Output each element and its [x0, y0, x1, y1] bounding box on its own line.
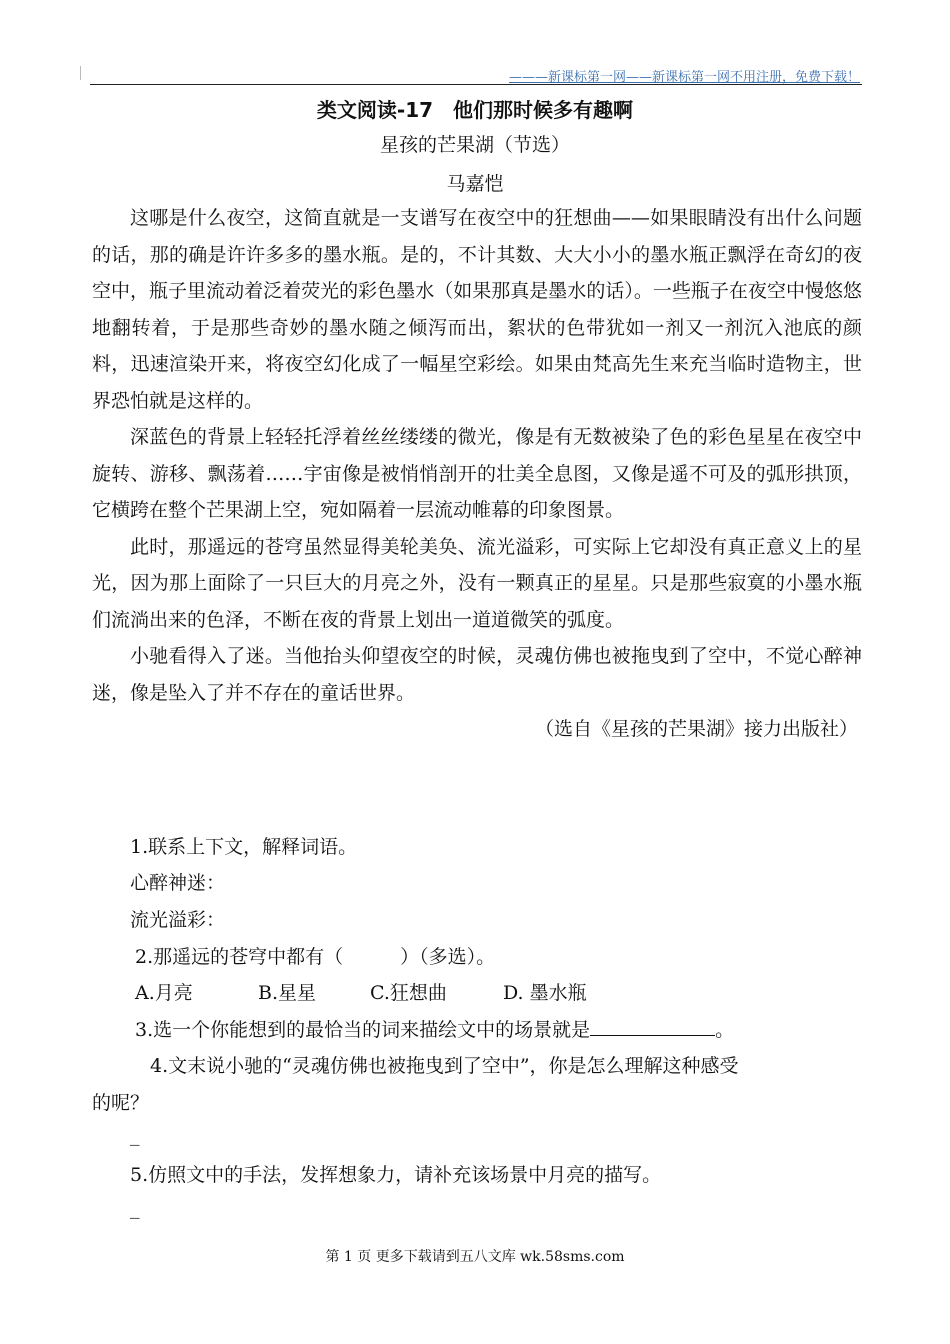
header-link[interactable]: ———新课标第一网——新课标第一网不用注册，免费下载！: [508, 70, 860, 85]
question-4-line-2: 的呢？: [92, 1092, 150, 1114]
answer-blank[interactable]: [590, 1015, 715, 1036]
question-5-answer-line[interactable]: _: [130, 1197, 140, 1219]
paragraph: 小驰看得入了迷。当他抬头仰望夜空的时候，灵魂仿佛也被拖曳到了空中，不觉心醉神迷，像是坠入了并不存在的童话世界。: [92, 645, 862, 704]
question-1-term-a: 心醉神迷：: [130, 872, 226, 894]
question-1-term-b: 流光溢彩：: [130, 909, 226, 931]
page-footer: 第 1 页 更多下载请到五八文库 wk.58sms.com: [325, 1249, 625, 1265]
paragraph: 深蓝色的背景上轻轻托浮着丝丝缕缕的微光，像是有无数被染了色的彩色星星在夜空中旋转、游移、飘荡着……宇宙像是被悄悄剖开的壮美全息图，又像是遥不可及的弧形拱顶，它横跨在整个芒果湖上空，宛如隔着一层流动帷幕的印象图景。: [92, 426, 862, 521]
source-citation: （选自《星孩的芒果湖》接力出版社）: [534, 718, 858, 740]
question-1: 1.联系上下文，解释词语。: [130, 836, 358, 858]
question-2-option-c: C.狂想曲: [370, 982, 447, 1004]
paragraph: 这哪是什么夜空，这简直就是一支谱写在夜空中的狂想曲——如果眼睛没有出什么问题的话，那的确是许许多多的墨水瓶。是的，不计其数、大大小小的墨水瓶正飘浮在奇幻的夜空中，瓶子里流动着泛着荧光的彩色墨水（如果那真是墨水的话）。一些瓶子在夜空中慢悠悠地翻转着，于是那些奇妙的墨水随之倾泻而出，絮状的色带犹如一剂又一剂沉入池底的颜料，迅速渲染开来，将夜空幻化成了一幅星空彩绘。如果由梵高先生来充当临时造物主，世界恐怕就是这样的。: [92, 207, 862, 412]
margin-mark: [80, 66, 81, 80]
article-author: 马嘉恺: [446, 173, 504, 195]
question-2: 2.那遥远的苍穹中都有（ ）（多选）。: [135, 946, 496, 968]
question-2-option-a: A.月亮: [135, 982, 193, 1004]
page-title: 类文阅读-17 他们那时候多有趣啊: [316, 98, 634, 122]
question-3-end: 。: [715, 1019, 735, 1041]
question-3: [135, 1015, 734, 1042]
question-3-text: 3.选一个你能想到的最恰当的词来描绘文中的场景就是: [135, 1019, 591, 1041]
question-2-option-b: B.星星: [258, 982, 317, 1004]
article-title: 星孩的芒果湖（节选）: [379, 134, 570, 156]
question-4-answer-line[interactable]: _: [130, 1124, 140, 1146]
paragraph: 此时，那遥远的苍穹虽然显得美轮美奂、流光溢彩，可实际上它却没有真正意义上的星光，因为那上面除了一只巨大的月亮之外，没有一颗真正的星星。只是那些寂寞的小墨水瓶们流淌出来的色泽，不断在夜的背景上划出一道道微笑的弧度。: [92, 535, 862, 631]
question-5: 5.仿照文中的手法，发挥想象力，请补充该场景中月亮的描写。: [130, 1164, 662, 1186]
question-2-option-d: D. 墨水瓶: [503, 982, 587, 1004]
article-body: [92, 200, 862, 748]
question-4-line-1: 4.文末说小驰的“灵魂仿佛也被拖曳到了空中”，你是怎么理解这种感受: [150, 1055, 739, 1077]
header-rule: [90, 84, 862, 85]
